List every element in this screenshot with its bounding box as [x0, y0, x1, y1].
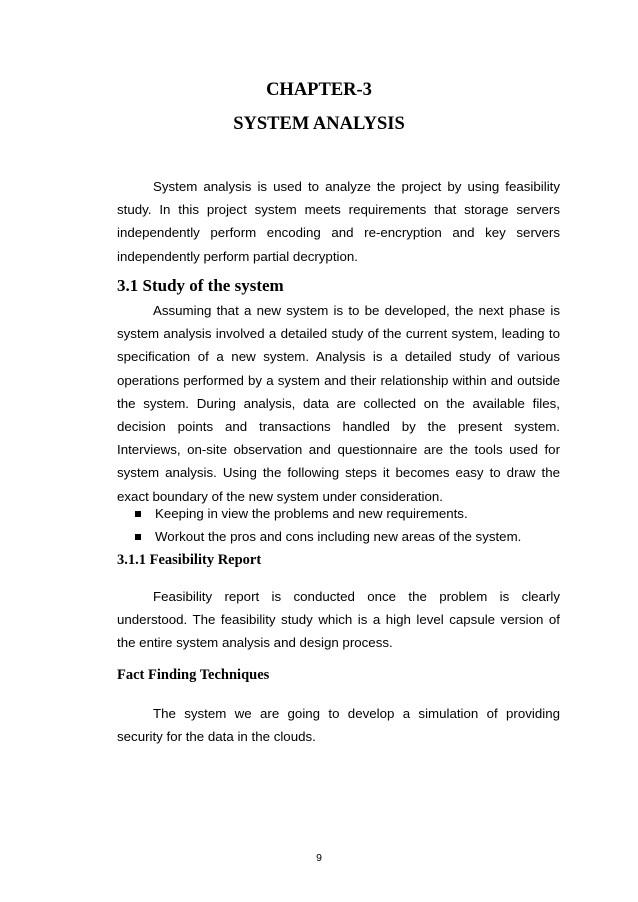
page-number: 9: [316, 852, 322, 864]
section-heading-fact-finding: Fact Finding Techniques: [117, 667, 270, 683]
intro-paragraph: System analysis is used to analyze the project by using feasibility study. In this project system meets requirements that storage servers independently perform encoding and re-encryption and key servers independently perform partial decryption.: [117, 179, 560, 264]
bullet-square-icon: [135, 534, 141, 540]
chapter-label: CHAPTER-3: [266, 80, 372, 100]
section-heading-feasibility: 3.1.1 Feasibility Report: [117, 552, 262, 568]
list-item-text: Keeping in view the problems and new requirements.: [155, 506, 468, 521]
fact-finding-paragraph: The system we are going to develop a simulation of providing security for the data in the clouds.: [117, 706, 560, 745]
feasibility-paragraph: Feasibility report is conducted once the problem is clearly understood. The feasibility study which is a high level capsule version of the entire system analysis and design process.: [117, 589, 560, 651]
chapter-title: SYSTEM ANALYSIS: [233, 114, 405, 134]
study-paragraph: Assuming that a new system is to be developed, the next phase is system analysis involved a detailed study of the current system, leading to specification of a new system. Analysis is a detailed study of various operations performed by a system and their relationship within and outside the system. During analysis, data are collected on the available files, decision points and transactions handled by the present system. Interviews, on-site observation and questionnaire are the tools used for system analysis. Using the following steps it becomes easy to draw the exact boundary of the new system under consideration.: [117, 303, 560, 504]
list-item-text: Workout the pros and cons including new areas of the system.: [155, 529, 522, 544]
bullet-square-icon: [135, 511, 141, 517]
section-heading-study: 3.1 Study of the system: [117, 276, 284, 295]
